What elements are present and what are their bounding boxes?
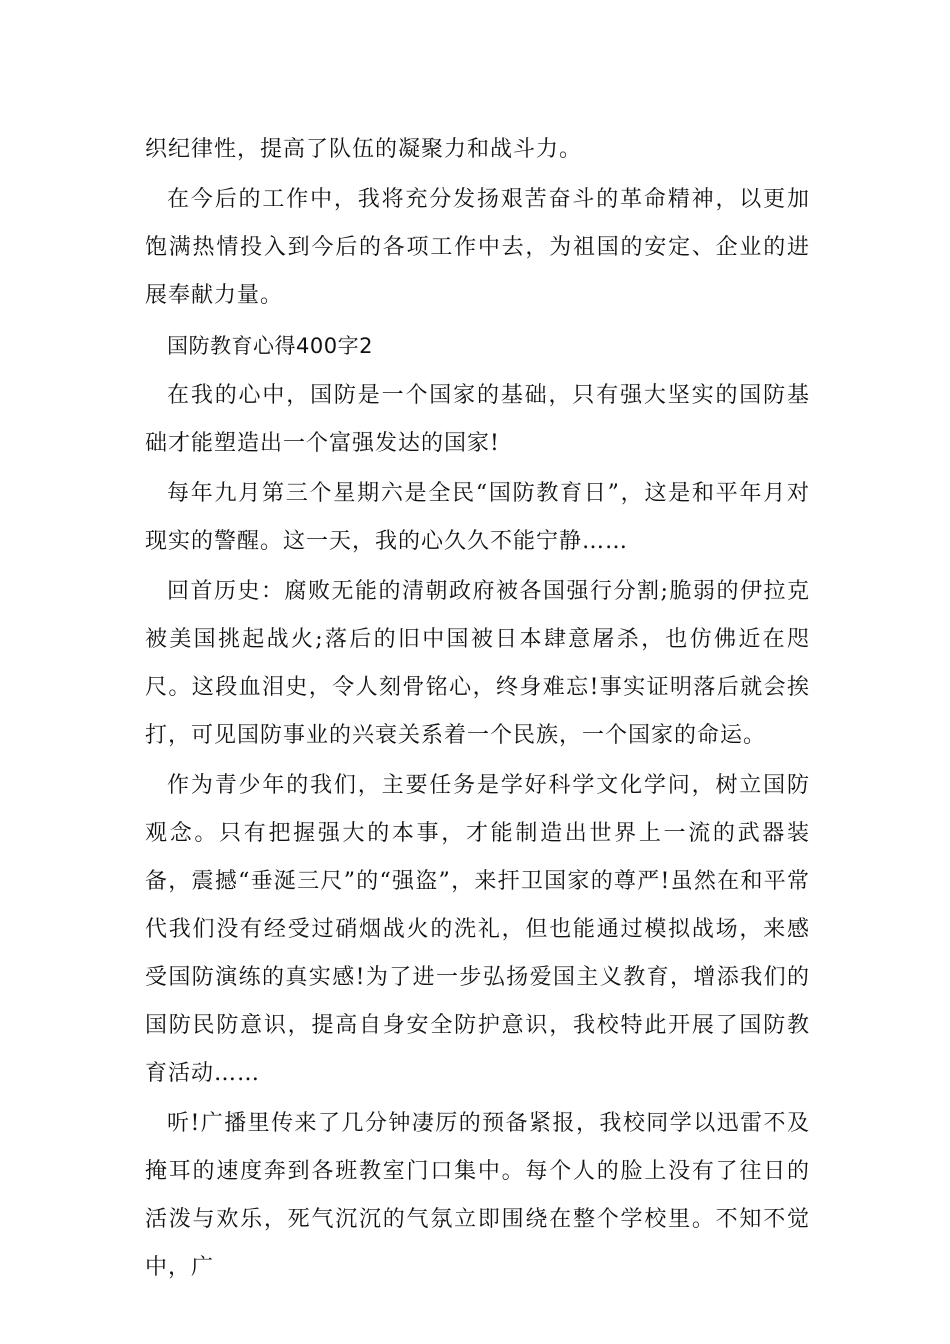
paragraph-6: 作为青少年的我们，主要任务是学好科学文化学问，树立国防观念。只有把握强大的本事，才能制造出世界上一流的武器装备，震撼“垂涎三尺”的“强盗”，来扞卫国家的尊严!虽然在和平常代我们没有经受过硝烟战火的洗礼，但也能通过模拟战场，来感受国防演练的真实感!为了进一步弘扬爱国主义教育，增添我们的国防民防意识，提高自身安全防护意识，我校特此开展了国防教育活动…… [145,773,810,1086]
section-heading: 国防教育心得400字2 [167,334,373,358]
paragraph-2: 在今后的工作中，我将充分发扬艰苦奋斗的革命精神，以更加饱满热情投入到今后的各项工作中去，为祖国的安定、企业的进展奉献力量。 [145,187,810,308]
paragraph-7: 听!广播里传来了几分钟凄厉的预备紧报，我校同学以迅雷不及掩耳的速度奔到各班教室门口集中。每个人的脸上没有了往日的活泼与欢乐，死气沉沉的气氛立即围绕在整个学校里。不知不觉中，广 [145,1111,810,1280]
paragraph-1: 织纪律性，提高了队伍的凝聚力和战斗力。 [145,137,583,162]
paragraph-3: 在我的心中，国防是一个国家的基础，只有强大坚实的国防基础才能塑造出一个富强发达的国家! [145,383,810,456]
paragraph-4: 每年九月第三个星期六是全民“国防教育日”，这是和平年月对现实的警醒。这一天，我的心久久不能宁静…… [145,481,810,554]
document-body [145,126,810,1292]
paragraph-5: 回首历史：腐败无能的清朝政府被各国强行分割;脆弱的伊拉克被美国挑起战火;落后的旧中国被日本肆意屠杀，也仿佛近在咫尺。这段血泪史，令人刻骨铭心，终身难忘!事实证明落后就会挨打，可见国防事业的兴衰关系着一个民族，一个国家的命运。 [145,579,810,748]
